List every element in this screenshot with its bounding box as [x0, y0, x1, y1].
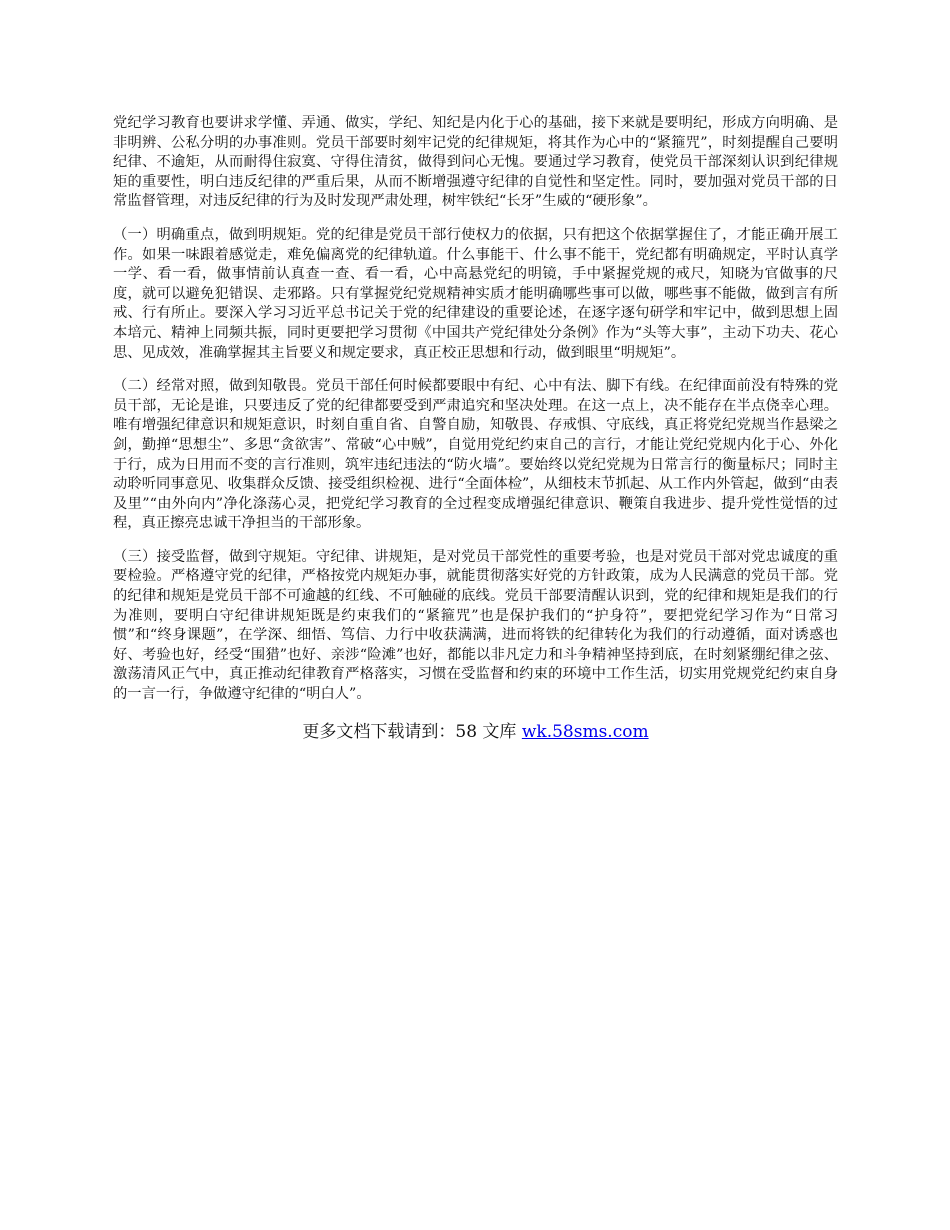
document-page — [113, 114, 838, 745]
paragraph-section-2: （二）经常对照，做到知敬畏。党员干部任何时候都要眼中有纪、心中有法、脚下有线。在纪律面前没有特殊的党员干部，无论是谁，只要违反了党的纪律都要受到严肃追究和坚决处理。在这一点上，决不能存在半点侥幸心理。唯有增强纪律意识和规矩意识，时刻自重自省、自警自励，知敬畏、存戒惧、守底线，真正将党纪党规当作悬梁之剑，勤掸“思想尘”、多思“贪欲害”、常破“心中贼”，自觉用党纪约束自己的言行，才能让党纪党规内化于心、外化于行，成为日用而不变的言行准则，筑牢违纪违法的“防火墙”。要始终以党纪党规为日常言行的衡量标尺；同时主动聆听同事意见、收集群众反馈、接受组织检视、进行“全面体检”，从细枝末节抓起、从工作内外管起，做到“由表及里”“由外向内”净化涤荡心灵，把党纪学习教育的全过程变成增强纪律意识、鞭策自我进步、提升党性觉悟的过程，真正擦亮忠诚干净担当的干部形象。 — [113, 378, 838, 532]
paragraph-section-3: （三）接受监督，做到守规矩。守纪律、讲规矩，是对党员干部党性的重要考验，也是对党员干部对党忠诚度的重要检验。严格遵守党的纪律，严格按党内规矩办事，就能贯彻落实好党的方针政策，成为人民满意的党员干部。党的纪律和规矩是党员干部不可逾越的红线、不可触碰的底线。党员干部要清醒认识到，党的纪律和规矩是我们的行为准则，要明白守纪律讲规矩既是约束我们的“紧箍咒”也是保护我们的“护身符”，要把党纪学习作为“日常习惯”和“终身课题”，在学深、细悟、笃信、力行中收获满满，进而将铁的纪律转化为我们的行动遵循，面对诱惑也好、考验也好，经受“围猎”也好、亲涉“险滩”也好，都能以非凡定力和斗争精神坚持到底，在时刻紧绷纪律之弦、激荡清风正气中，真正推动纪律教育严格落实，习惯在受监督和约束的环境中工作生活，切实用党规党纪约束自身的一言一行，争做遵守纪律的“明白人”。 — [113, 548, 838, 703]
paragraph-intro: 党纪学习教育也要讲求学懂、弄通、做实，学纪、知纪是内化于心的基础，接下来就是要明纪，形成方向明确、是非明辨、公私分明的办事准则。党员干部要时刻牢记党的纪律规矩，将其作为心中的“紧箍咒”，时刻提醒自己要明纪律、不逾矩，从而耐得住寂寞、守得住清贫，做得到问心无愧。要通过学习教育，使党员干部深刻认识到纪律规矩的重要性，明白违反纪律的严重后果，从而不断增强遵守纪律的自觉性和坚定性。同时，要加强对党员干部的日常监督管理，对违反纪律的行为及时发现严肃处理，树牢铁纪“长牙”生威的“硬形象”。 — [113, 115, 838, 210]
paragraph-section-1: （一）明确重点，做到明规矩。党的纪律是党员干部行使权力的依据，只有把这个依据掌握住了，才能正确开展工作。如果一味跟着感觉走，难免偏离党的纪律轨道。什么事能干、什么事不能干，党纪都有明确规定，平时认真学一学、看一看，做事情前认真查一查、看一看，心中高悬党纪的明镜，手中紧握党规的戒尺，知晓为官做事的尺度，就可以避免犯错误、走邪路。只有掌握党纪党规精神实质才能明确哪些事可以做，哪些事不能做，做到言有所戒、行有所止。要深入学习习近平总书记关于党的纪律建设的重要论述，在逐字逐句研学和牢记中，做到思想上固本培元、精神上同频共振，同时更要把学习贯彻《中国共产党纪律处分条例》作为“头等大事”，主动下功夫、花心思、见成效，准确掌握其主旨要义和规定要求，真正校正思想和行动，做到眼里“明规矩”。 — [113, 226, 838, 361]
download-footer — [113, 719, 838, 745]
footer-link[interactable]: wk.58sms.com — [521, 721, 649, 742]
footer-prefix: 更多文档下载请到：58 文库 — [302, 721, 522, 742]
